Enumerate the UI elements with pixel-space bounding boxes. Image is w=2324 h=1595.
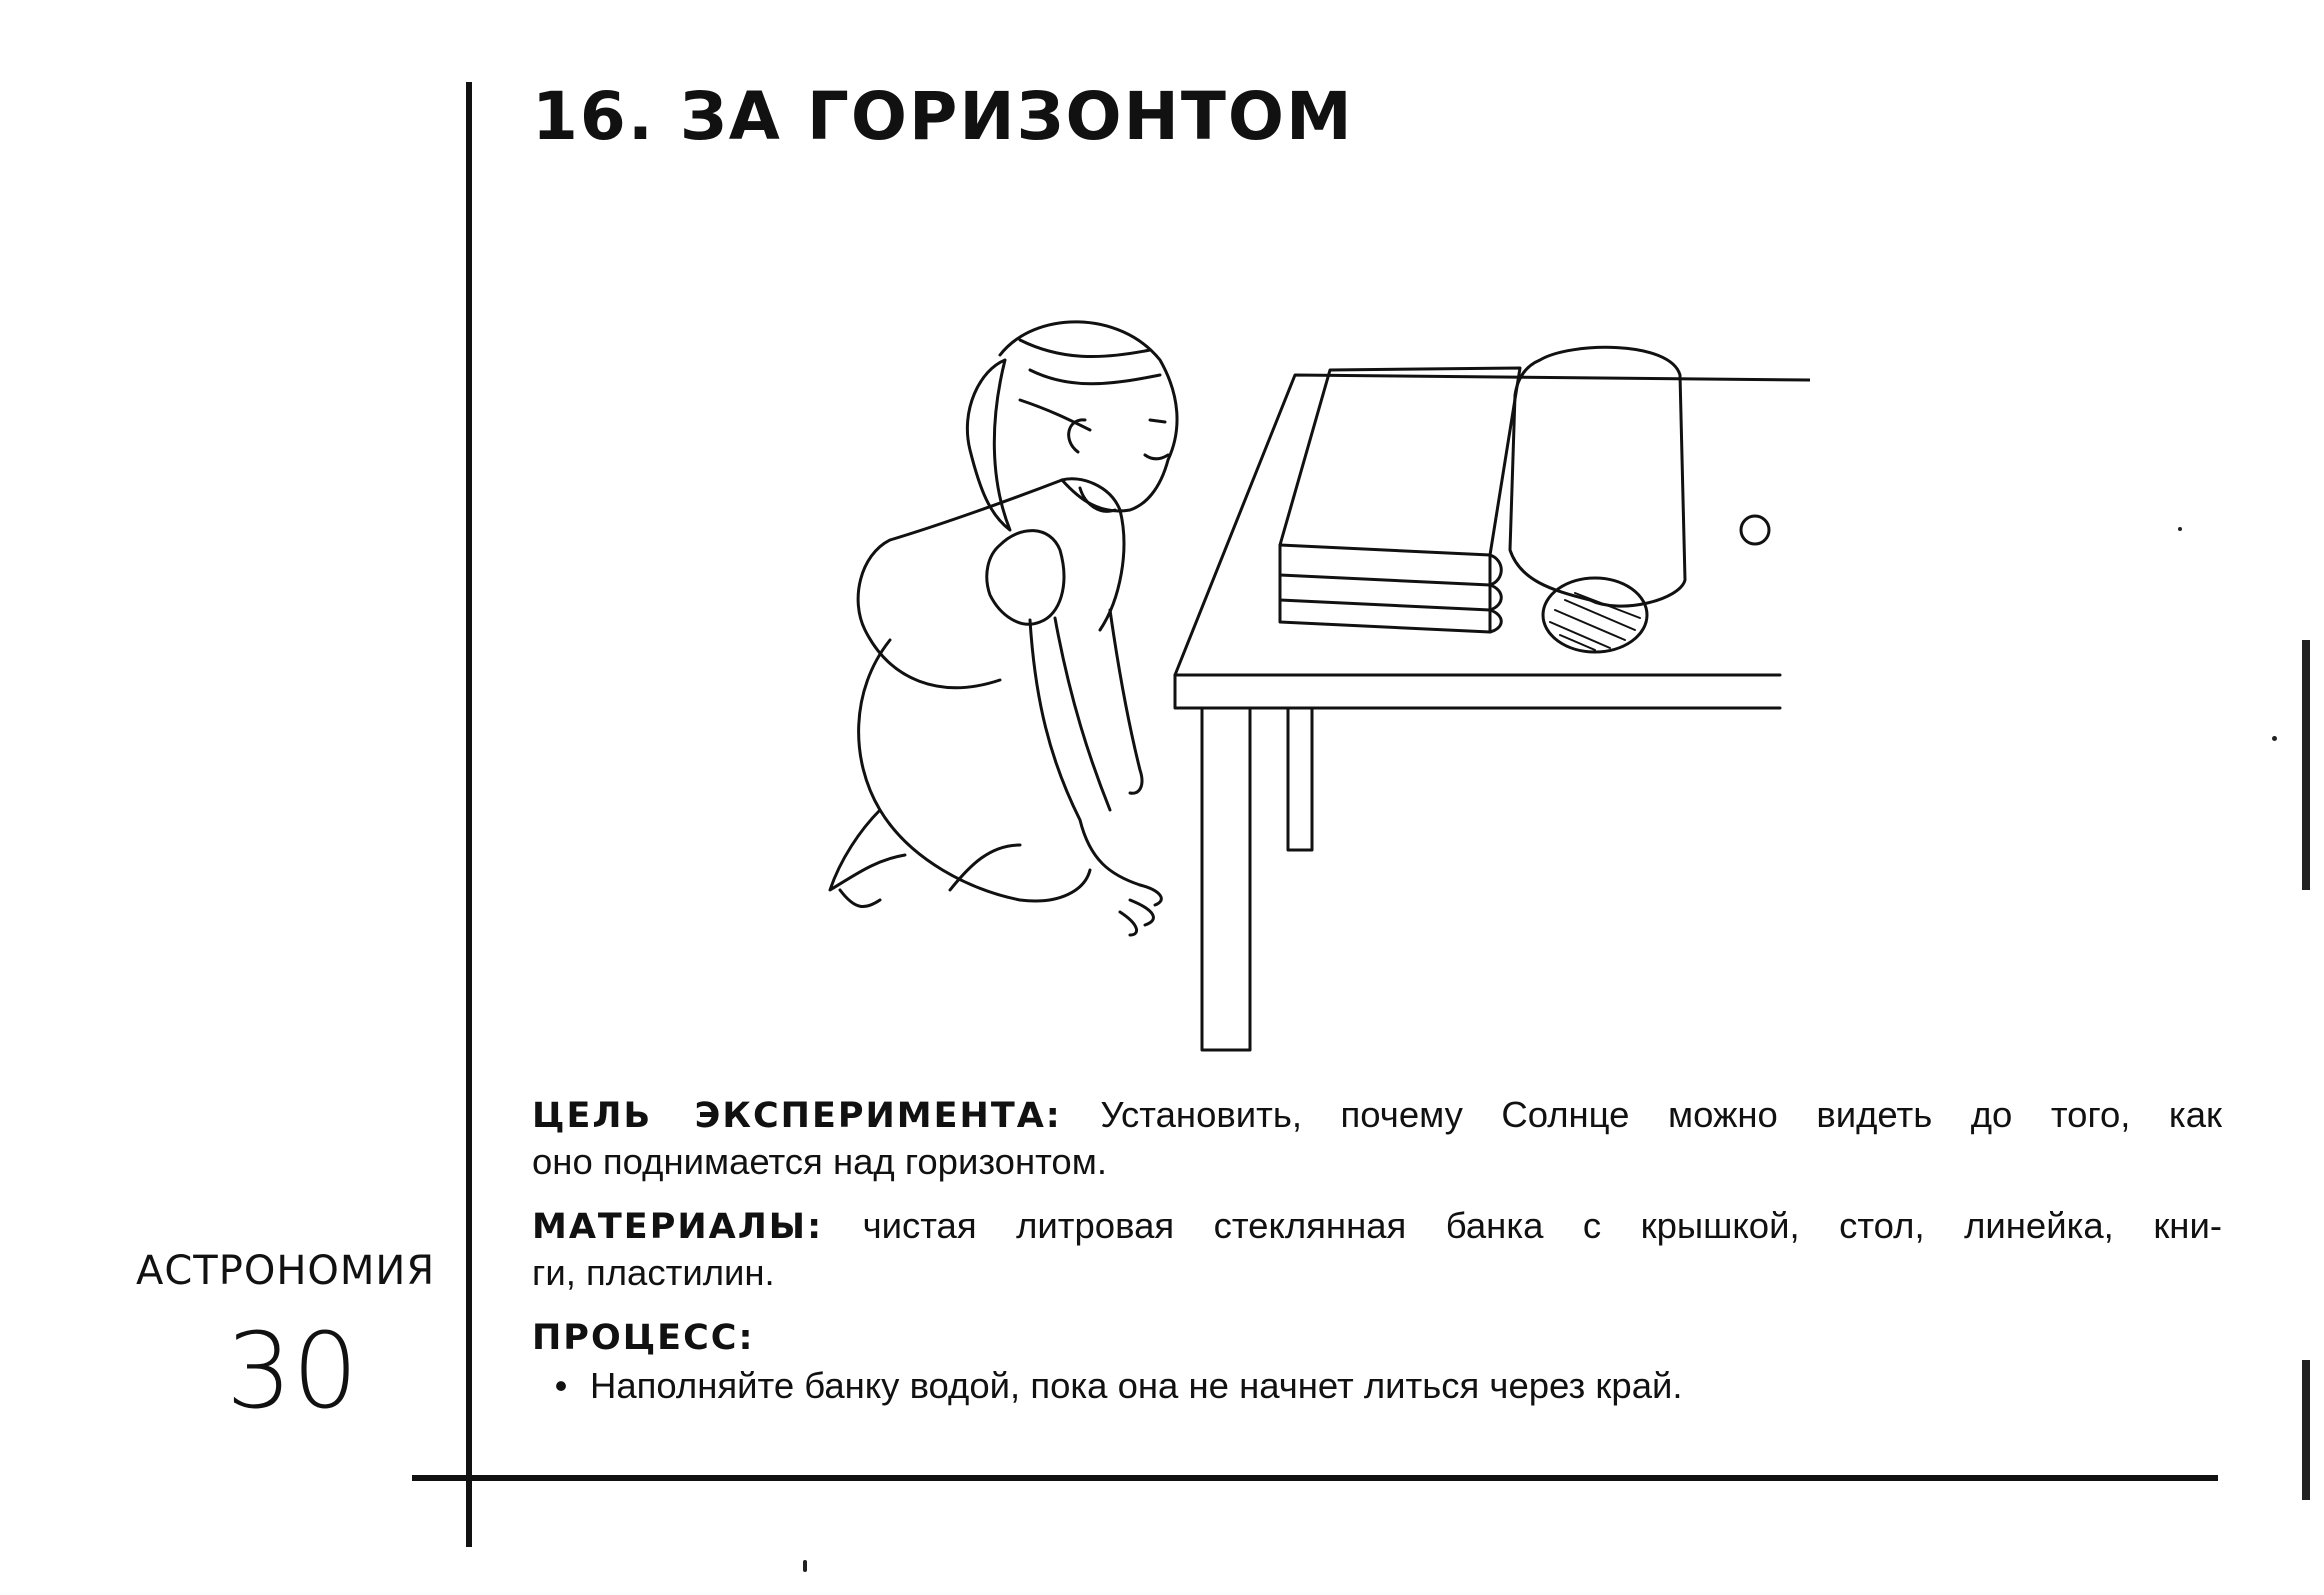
goal-line-1 [532, 1092, 2222, 1139]
process-section [532, 1315, 2222, 1409]
table-hole [1741, 516, 1769, 544]
vertical-rule [466, 82, 472, 1547]
process-label: ПРОЦЕСС: [532, 1318, 755, 1358]
goal-label: ЦЕЛЬ ЭКСПЕРИМЕНТА: [532, 1096, 1062, 1136]
girl-arm-front [1030, 618, 1140, 885]
list-item [532, 1363, 2222, 1409]
table-leg-front [1202, 708, 1250, 1050]
scan-edge-mark [2302, 1360, 2310, 1500]
materials-line-1 [532, 1203, 2222, 1250]
materials-text-2: ги, пластилин. [532, 1252, 775, 1293]
scan-edge-mark [2302, 640, 2310, 890]
materials-label: МАТЕРИАЛЫ: [532, 1207, 824, 1247]
scan-speck [803, 1560, 807, 1572]
scan-speck [2178, 527, 2182, 531]
girl-ponytail [967, 360, 1010, 530]
scan-speck [2272, 736, 2277, 741]
page-number: 30 [226, 1310, 359, 1432]
materials-text-1: чистая литровая стеклянная банка с крышкой, стол, линейка, кни- [862, 1205, 2222, 1246]
bullet-icon: • [554, 1365, 568, 1406]
goal-text-2: оно поднимается над горизонтом. [532, 1141, 1107, 1182]
glass-jar [1510, 347, 1685, 606]
horizontal-rule [412, 1475, 2218, 1481]
books-stack [1280, 368, 1520, 555]
goal-text-1: Установить, почему Солнце можно видеть до того, как [1100, 1094, 2222, 1135]
girl-body [858, 480, 1062, 688]
table-leg-back [1288, 708, 1312, 850]
girl-at-table-illustration [690, 300, 1810, 1060]
section-label: АСТРОНОМИЯ [136, 1248, 436, 1294]
girl-arm-back [1110, 610, 1142, 793]
process-step-1: Наполняйте банку водой, пока она не начнет литься через край. [590, 1365, 1683, 1406]
goal-paragraph [532, 1092, 2222, 1185]
girl-sleeve [987, 531, 1064, 625]
page-title: 16. ЗА ГОРИЗОНТОМ [532, 78, 1354, 155]
materials-paragraph [532, 1203, 2222, 1296]
